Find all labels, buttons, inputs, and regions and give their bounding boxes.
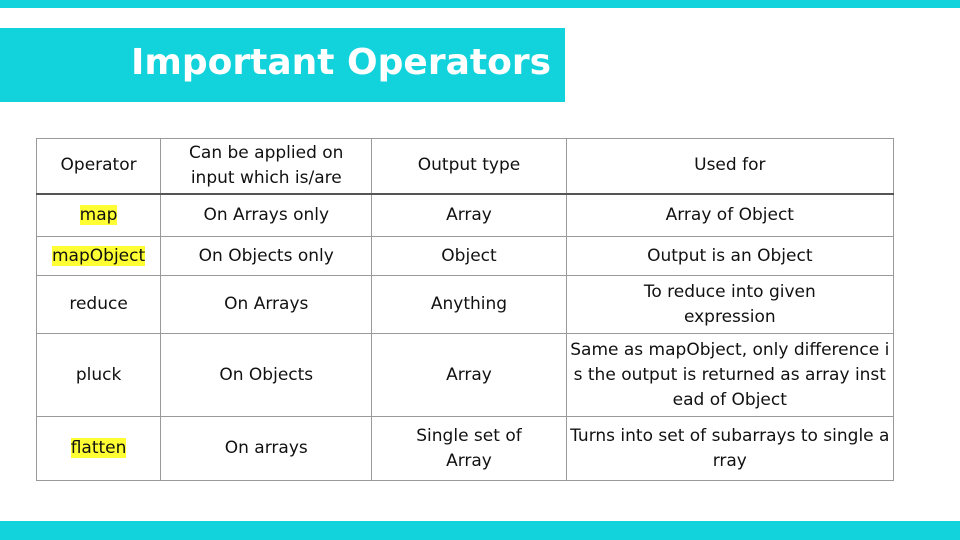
operator-cell [37,237,161,276]
operator-cell [37,334,161,417]
applied-cell: On Arrays only [161,194,372,237]
operator-name: mapObject [52,245,146,266]
table-row [37,334,894,417]
output-cell: Array [372,334,566,417]
applied-cell: On Arrays [161,276,372,334]
applied-cell: On Objects [161,334,372,417]
title-banner [0,28,565,102]
used-for-cell: To reduce into given expression [566,276,893,334]
table-header-row [37,139,894,194]
operator-name: flatten [70,438,127,458]
header-operator: Operator [37,139,161,194]
table-row [37,417,894,481]
bottom-accent-bar [0,521,960,540]
applied-cell: On arrays [161,417,372,481]
operator-name: reduce [69,294,128,314]
table-row [37,194,894,237]
top-accent-bar [0,0,960,8]
header-applied: Can be applied on input which is/are [161,139,372,194]
output-cell: Single set of Array [372,417,566,481]
operator-cell [37,194,161,237]
used-for-cell: Same as mapObject, only difference is the output is returned as array instead of Object [566,334,893,417]
table-row [37,276,894,334]
output-cell: Anything [372,276,566,334]
output-cell: Object [372,237,566,276]
operator-name: pluck [75,364,122,385]
operator-cell [37,417,161,481]
operator-cell [37,276,161,334]
applied-cell: On Objects only [161,237,372,276]
header-used-for: Used for [566,139,893,194]
header-output-type: Output type [372,139,566,194]
used-for-cell: Output is an Object [566,237,893,276]
output-cell: Array [372,194,566,237]
used-for-cell: Turns into set of subarrays to single array [566,417,893,481]
operator-name: map [79,204,118,225]
slide-title: Important Operators [131,42,551,83]
table-row [37,237,894,276]
used-for-cell: Array of Object [566,194,893,237]
operators-table [36,138,894,481]
